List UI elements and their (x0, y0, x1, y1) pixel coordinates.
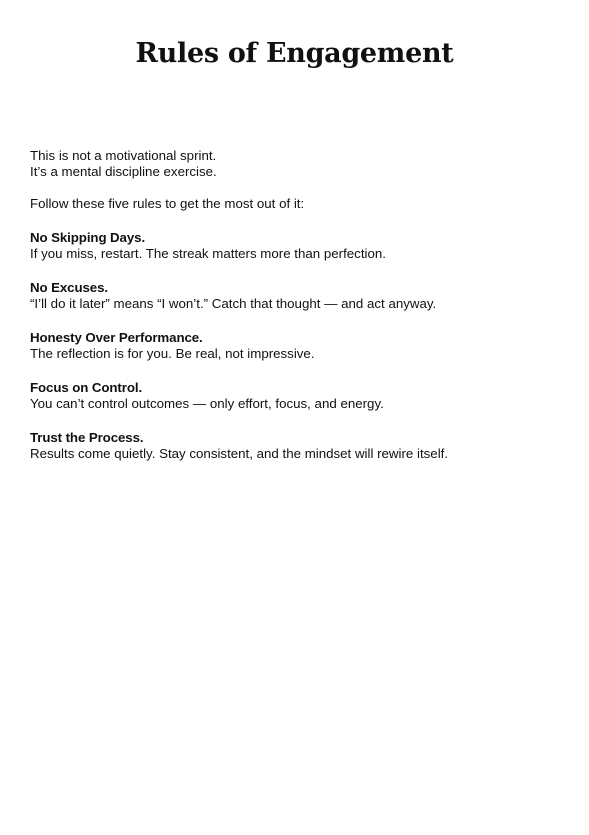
rules-lead: Follow these five rules to get the most out of it: (30, 196, 305, 211)
rule-focus-on-control (30, 380, 570, 412)
rule-body: The reflection is for you. Be real, not impressive. (30, 346, 315, 361)
intro-line-2: It’s a mental discipline exercise. (30, 164, 217, 179)
intro (30, 148, 570, 180)
rule-title: Trust the Process. (30, 430, 144, 445)
page-title: Rules of Engagement (135, 38, 454, 69)
rule-no-skipping-days (30, 230, 570, 262)
rule-honesty-over-performance (30, 330, 570, 362)
rule-trust-the-process (30, 430, 570, 462)
rule-title: No Excuses. (30, 280, 108, 295)
rule-title: No Skipping Days. (30, 230, 146, 245)
rule-body: You can’t control outcomes — only effort, focus, and energy. (30, 396, 384, 411)
rule-body: Results come quietly. Stay consistent, and the mindset will rewire itself. (30, 446, 449, 461)
document-body (30, 148, 570, 462)
intro-line-1: This is not a motivational sprint. (30, 148, 217, 163)
rule-no-excuses (30, 280, 570, 312)
rule-body: If you miss, restart. The streak matters more than perfection. (30, 246, 386, 261)
rule-title: Focus on Control. (30, 380, 143, 395)
rule-title: Honesty Over Performance. (30, 330, 203, 345)
rule-body: “I’ll do it later” means “I won’t.” Catch that thought — and act anyway. (30, 296, 437, 311)
